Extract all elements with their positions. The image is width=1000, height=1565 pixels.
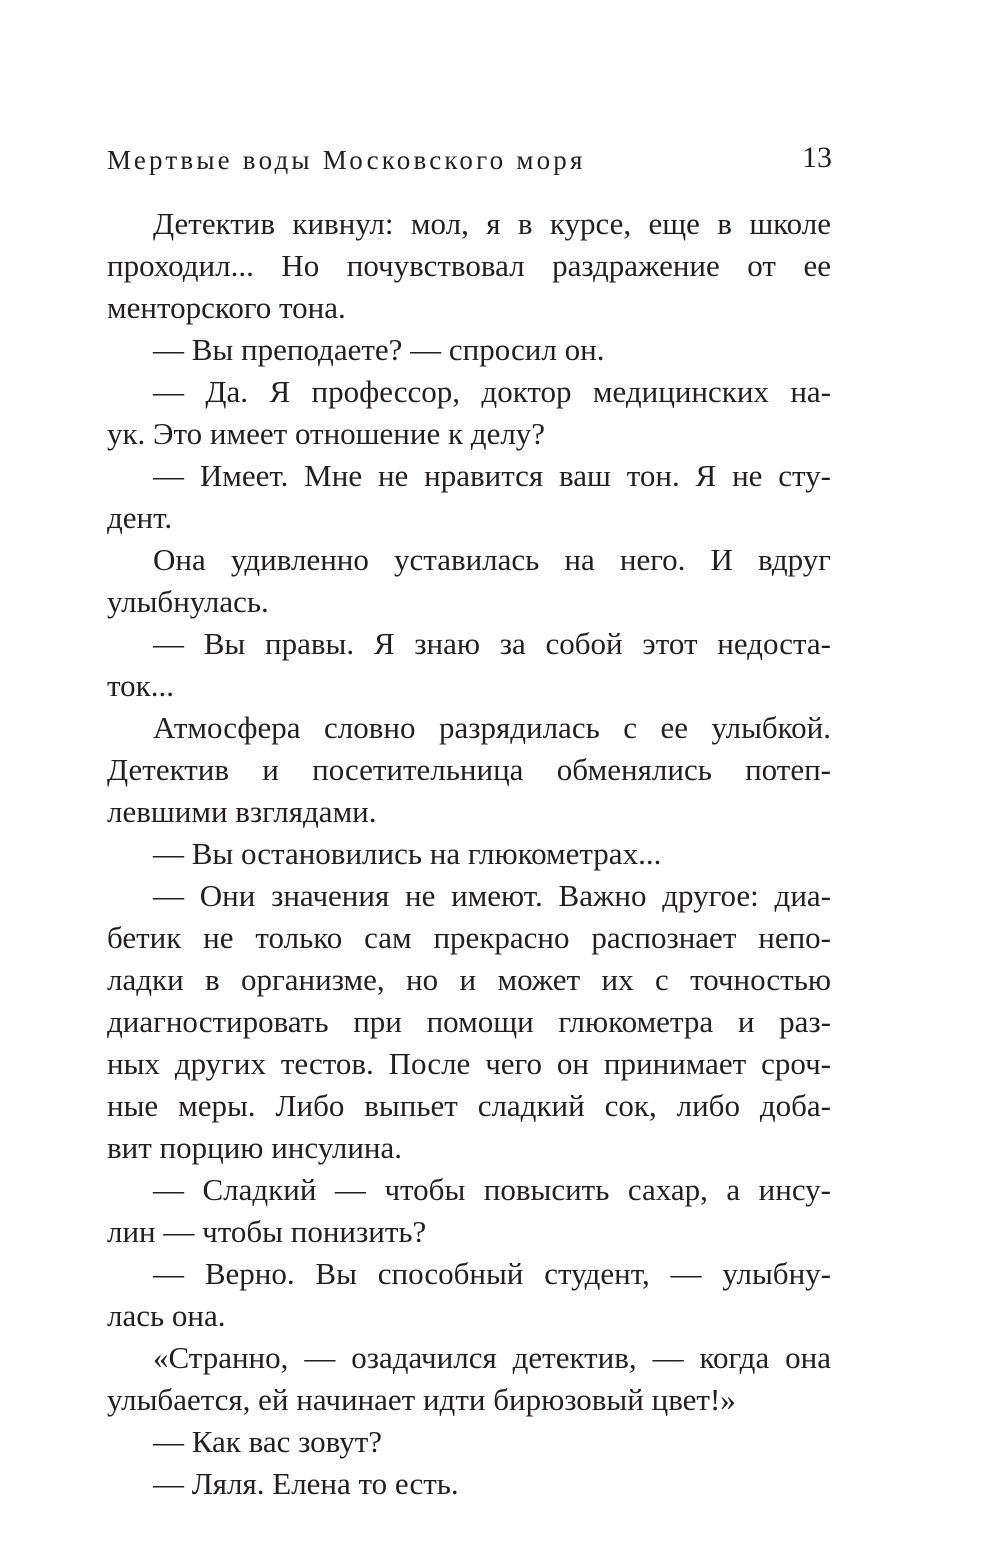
text-line: лась она. — [107, 1298, 226, 1333]
text-line: — Имеет. Мне не нравится ваш тон. Я не сту- — [153, 458, 831, 493]
text-line: левшими взглядами. — [107, 794, 377, 829]
body-text — [107, 203, 831, 1505]
text-line: Атмосфера словно разрядилась с ее улыбкой. — [153, 710, 831, 745]
text-line: — Да. Я профессор, доктор медицинских на- — [153, 374, 831, 409]
text-line: — Как вас зовут? — [153, 1424, 383, 1459]
text-line: ных других тестов. После чего он принимает сроч- — [107, 1046, 831, 1081]
text-line: лин — чтобы понизить? — [107, 1214, 427, 1249]
text-line: — Вы правы. Я знаю за собой этот недоста- — [153, 626, 831, 661]
text-line: — Сладкий — чтобы повысить сахар, а инсу- — [153, 1172, 831, 1207]
text-line: вит порцию инсулина. — [107, 1130, 403, 1165]
text-line: «Странно, — озадачился детектив, — когда она — [153, 1340, 831, 1375]
text-line: диагностировать при помощи глюкометра и раз- — [107, 1004, 831, 1039]
page-number: 13 — [802, 141, 832, 174]
text-line: — Ляля. Елена то есть. — [153, 1466, 459, 1501]
running-title: Мертвые воды Московского моря — [107, 145, 586, 175]
text-line: ток... — [107, 668, 174, 703]
text-line: улыбнулась. — [107, 584, 269, 619]
text-line: менторского тона. — [107, 290, 346, 325]
text-line: Детектив кивнул: мол, я в курсе, еще в школе — [153, 206, 831, 241]
text-line: Она удивленно уставилась на него. И вдруг — [153, 542, 831, 577]
text-line: — Вы остановились на глюкометрах... — [153, 836, 662, 871]
text-line: проходил... Но почувствовал раздражение от ее — [107, 248, 831, 283]
text-line: улыбается, ей начинает идти бирюзовый цвет!» — [107, 1382, 736, 1417]
text-line: ладки в организме, но и может их с точностью — [107, 962, 831, 997]
text-line: ук. Это имеет отношение к делу? — [107, 416, 546, 451]
text-line: — Вы преподаете? — спросил он. — [153, 332, 605, 367]
text-line: ные меры. Либо выпьет сладкий сок, либо доба- — [107, 1088, 831, 1123]
text-line: Детектив и посетительница обменялись потеп- — [107, 752, 831, 787]
text-line: бетик не только сам прекрасно распознает непо- — [107, 920, 831, 955]
text-line: дент. — [107, 500, 173, 535]
text-line: — Они значения не имеют. Важно другое: диа- — [153, 878, 831, 913]
text-line: — Верно. Вы способный студент, — улыбну- — [153, 1256, 831, 1291]
